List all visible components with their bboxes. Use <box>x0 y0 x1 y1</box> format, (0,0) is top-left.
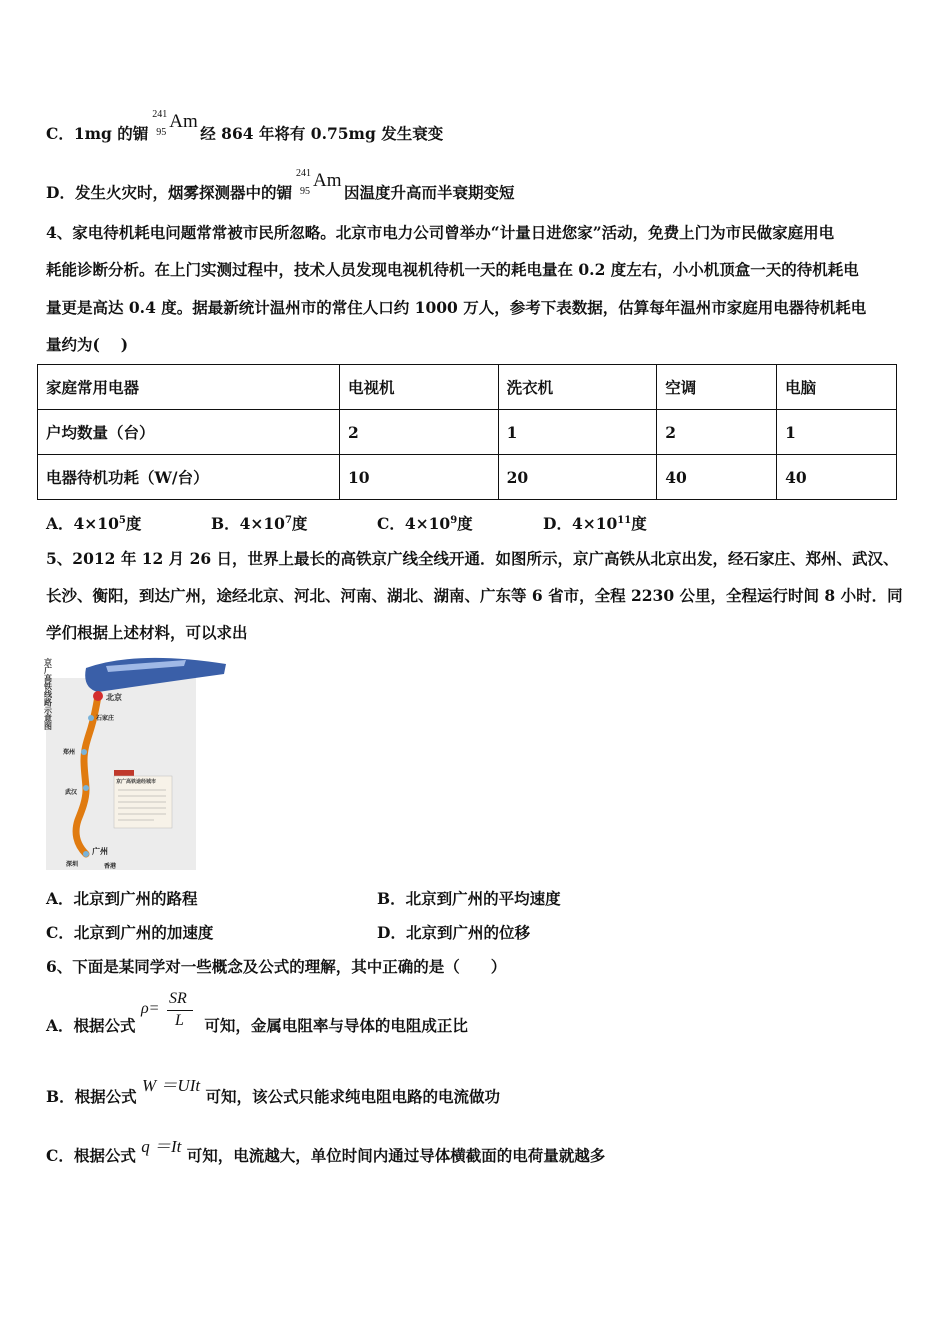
table-cell: 电脑 <box>777 365 897 410</box>
resistivity-formula: ρ= SR L <box>141 1014 199 1044</box>
table-cell: 电器待机功耗（W/台） <box>38 455 340 500</box>
map-title: 京广高铁线路示意图 <box>43 658 53 730</box>
q3-option-c: C．1mg 的镅 241 95 Am 经 864 年将有 0.75mg 发生衰变 <box>46 109 444 143</box>
city-label: 香港 <box>104 863 117 870</box>
q5-option-b: B．北京到广州的平均速度 <box>377 889 561 908</box>
q6-option-b: B．根据公式 W ＝UIt 可知，该公式只能求纯电阻电路的电流做功 <box>46 1085 500 1110</box>
table-cell: 40 <box>777 455 897 500</box>
table-cell: 空调 <box>657 365 777 410</box>
table-cell: 10 <box>340 455 499 500</box>
charge-formula: q ＝It <box>141 1137 182 1156</box>
q5-stem-line-3: 学们根据上述材料，可以求出 <box>46 623 248 642</box>
city-label: 石家庄 <box>96 715 115 722</box>
table-cell: 家庭常用电器 <box>38 365 340 410</box>
q5-stem-line-2: 长沙、衡阳，到达广州，途经北京、河北、河南、湖北、湖南、广东等 6 省市，全程 2230 公里，全程运行时间 8 小时．同 <box>46 586 903 605</box>
table-cell: 户均数量（台） <box>38 410 340 455</box>
americium-isotope: 241 95 Am <box>295 168 342 197</box>
city-label: 北京 <box>106 693 122 702</box>
city-label: 武汉 <box>65 789 78 796</box>
q5-option-c: C．北京到广州的加速度 <box>46 923 214 942</box>
table-cell: 电视机 <box>340 365 499 410</box>
table-cell: 2 <box>657 410 777 455</box>
table-row <box>38 455 897 500</box>
q4-stem-line-3: 量更是高达 0.4 度。据最新统计温州市的常住人口约 1000 万人，参考下表数据，估算每年温州市家庭用电器待机耗电 <box>46 298 867 317</box>
q5-option-d: D．北京到广州的位移 <box>377 923 530 942</box>
table-cell: 洗衣机 <box>498 365 657 410</box>
q6-option-c: C．根据公式 q ＝It 可知，电流越大，单位时间内通过导体横截面的电荷量就越多 <box>46 1144 605 1169</box>
table-cell: 20 <box>498 455 657 500</box>
q4-stem-line-2: 耗能诊断分析。在上门实测过程中，技术人员发现电视机待机一天的耗电量在 0.2 度左右，小小机顶盒一天的待机耗电 <box>46 260 859 279</box>
city-label: 郑州 <box>63 749 76 756</box>
q5-stem-line-1: 5、2012 年 12 月 26 日，世界上最长的高铁京广线全线开通．如图所示，京广高铁从北京出发，经石家庄、郑州、武汉、 <box>46 549 899 568</box>
q4-stem-line-1: 4、家电待机耗电问题常常被市民所忽略。北京市电力公司曾举办“计量日进您家”活动，免费上门为市民做家庭用电 <box>46 223 835 242</box>
appliance-table <box>37 364 897 500</box>
q6-stem: 6、下面是某同学对一些概念及公式的理解，其中正确的是（ ） <box>46 957 507 976</box>
table-header-row <box>38 365 897 410</box>
q4-option-d: D．$4\times 10^{11}$度 <box>543 514 647 533</box>
city-label: 广州 <box>92 847 108 856</box>
city-label: 深圳 <box>66 861 79 868</box>
beijing-marker <box>93 691 103 701</box>
q4-option-b: B．$4\times 10^7$度 <box>211 514 308 533</box>
americium-isotope: 241 95 Am <box>152 109 198 138</box>
table-row <box>38 410 897 455</box>
q4-option-c: C．$4\times 10^9$度 <box>377 514 473 533</box>
table-cell: 2 <box>340 410 499 455</box>
rail-map-figure <box>43 648 230 870</box>
table-cell: 1 <box>498 410 657 455</box>
q4-option-a: A．$4\times 10^5$度 <box>46 514 142 533</box>
q3-option-d: D．发生火灾时，烟雾探测器中的镅 241 95 Am 因温度升高而半衰期变短 <box>46 168 515 202</box>
work-formula: W ＝UIt <box>142 1076 201 1095</box>
q6-option-a: A．根据公式 ρ= SR L 可知，金属电阻率与导体的电阻成正比 <box>46 1014 468 1044</box>
table-cell: 1 <box>777 410 897 455</box>
q5-option-a: A．北京到广州的路程 <box>46 889 198 908</box>
q4-stem-line-4: 量约为( ) <box>46 335 129 354</box>
table-cell: 40 <box>657 455 777 500</box>
svg-text:京广高铁途经城市: 京广高铁途经城市 <box>116 779 157 785</box>
